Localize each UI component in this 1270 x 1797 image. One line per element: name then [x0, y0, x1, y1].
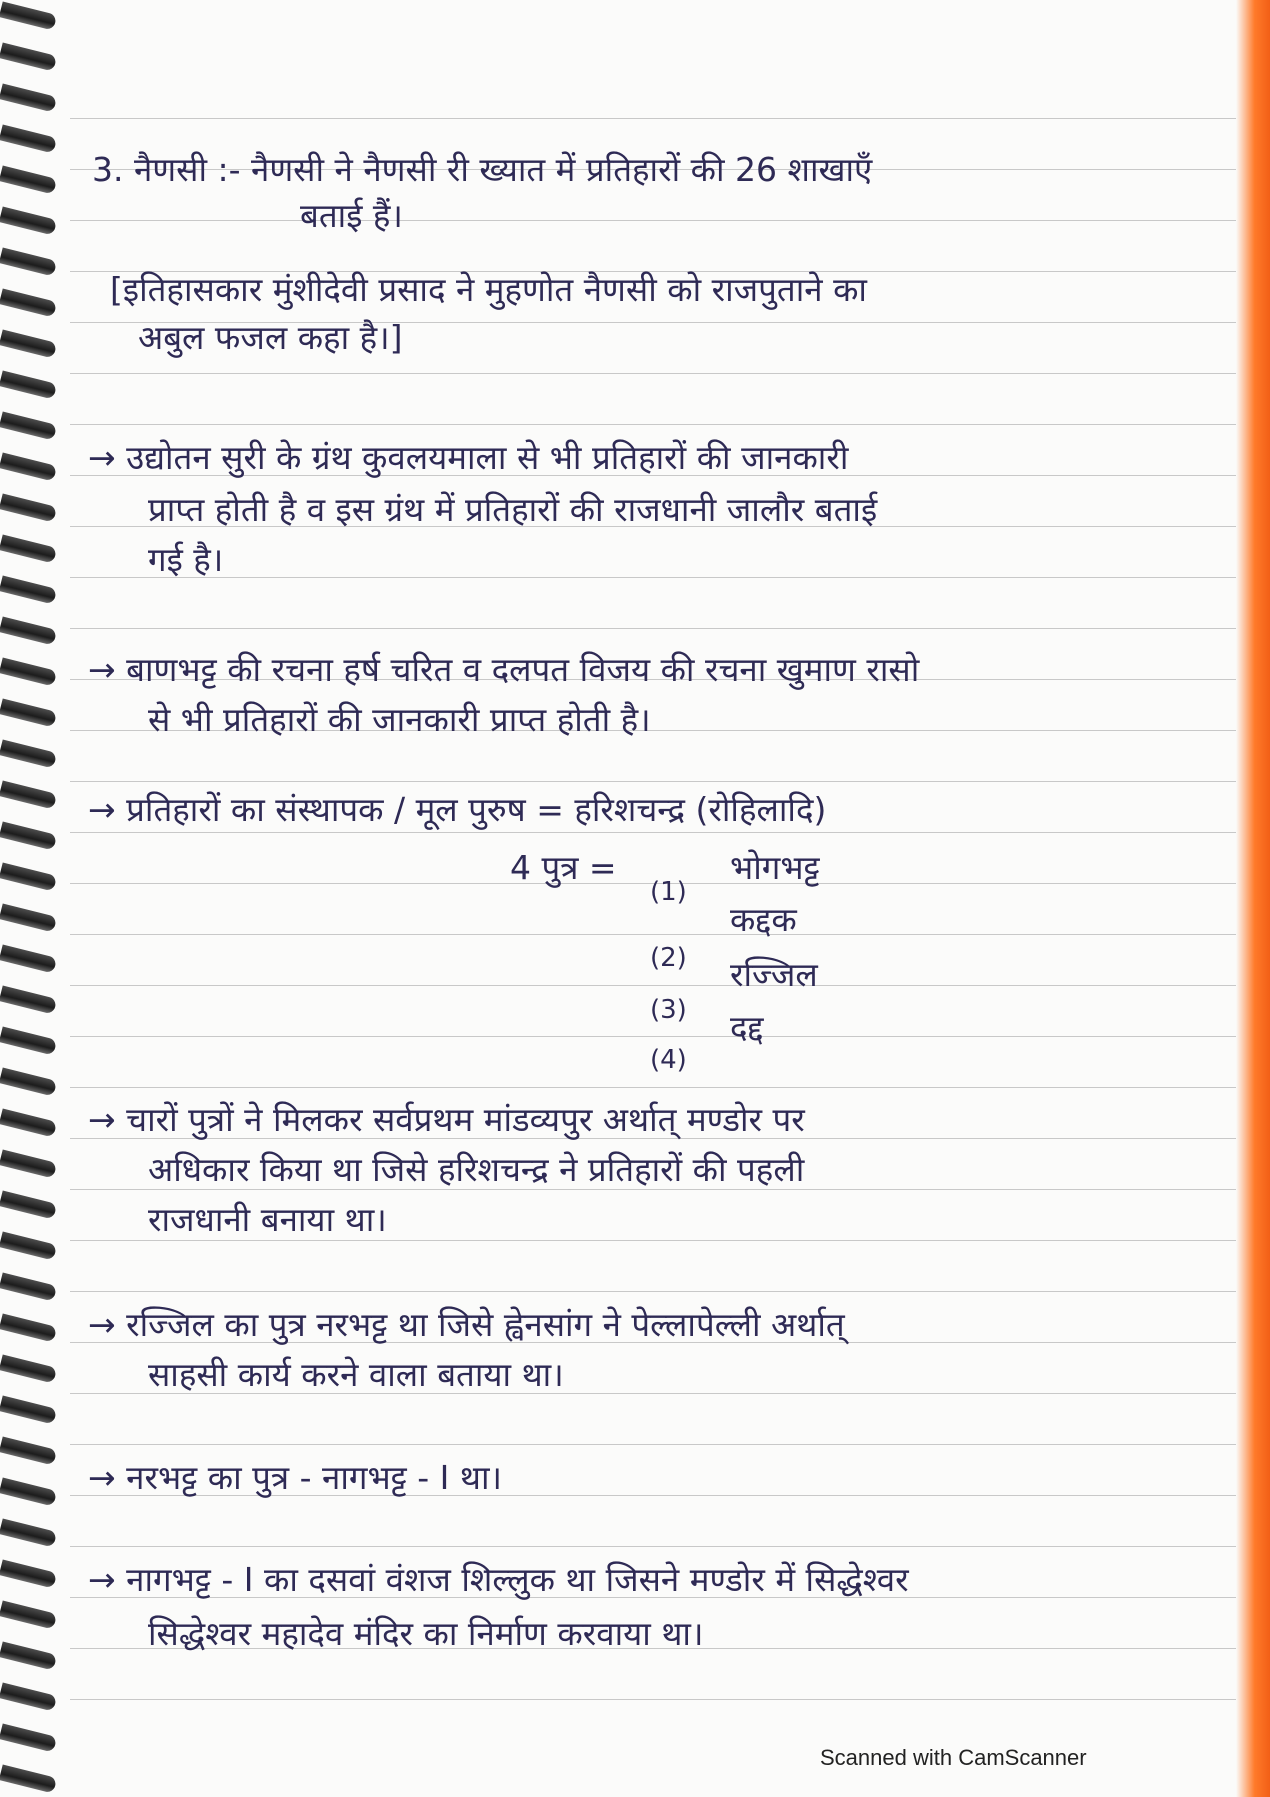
four-sons-line-3: राजधानी बनाया था। — [148, 1200, 387, 1239]
banabhatt-line-1: → बाणभट्ट की रचना हर्ष चरित व दलपत विजय की रचना खुमाण रासो — [88, 650, 920, 689]
bracket-note-line-1: [इतिहासकार मुंशीदेवी प्रसाद ने मुहणोत नैणसी को राजपुताने का — [110, 270, 867, 309]
spiral-ring — [0, 1477, 57, 1506]
narbhatt-line: → नरभट्ट का पुत्र - नागभट्ट - I था। — [88, 1458, 503, 1497]
founder-line: → प्रतिहारों का संस्थापक / मूल पुरुष = हरिशचन्द्र (रोहिलादि) — [88, 790, 827, 829]
naynsi-line-2: बताई हैं। — [300, 196, 403, 235]
spiral-ring — [0, 1600, 57, 1629]
ruled-line — [70, 1036, 1236, 1037]
son-number: (1) — [650, 877, 687, 907]
spiral-ring — [0, 124, 57, 153]
ruled-line — [70, 220, 1236, 221]
spiral-ring — [0, 206, 57, 235]
son-number: (2) — [650, 943, 687, 973]
spiral-ring — [0, 780, 57, 809]
ruled-line — [70, 424, 1236, 425]
son-name: रज्जिल — [730, 955, 818, 994]
sons-label: 4 पुत्र = — [510, 848, 617, 887]
camscanner-watermark: Scanned with CamScanner — [820, 1745, 1087, 1770]
ruled-line — [70, 1699, 1236, 1700]
shiluk-line-1: → नागभट्ट - I का दसवां वंशज शिल्लुक था जिसने मण्डोर में सिद्धेश्वर — [88, 1560, 909, 1599]
spiral-ring — [0, 862, 57, 891]
spiral-ring — [0, 1272, 57, 1301]
spiral-binding — [0, 0, 70, 1797]
bracket-note-line-2: अबुल फजल कहा है।] — [138, 318, 403, 357]
spiral-ring — [0, 1026, 57, 1055]
spiral-ring — [0, 1764, 57, 1793]
son-number: (4) — [650, 1045, 687, 1075]
spiral-ring — [0, 657, 57, 686]
spiral-ring — [0, 1, 57, 30]
son-name: दद्द — [730, 1008, 764, 1047]
spiral-ring — [0, 1559, 57, 1588]
spiral-ring — [0, 1108, 57, 1137]
ruled-line — [70, 985, 1236, 986]
banabhatt-line-2: से भी प्रतिहारों की जानकारी प्राप्त होती है। — [148, 700, 651, 739]
spiral-ring — [0, 1436, 57, 1465]
four-sons-line-1: → चारों पुत्रों ने मिलकर सर्वप्रथम मांडव्यपुर अर्थात् मण्डोर पर — [88, 1100, 805, 1139]
udyotan-line-1: → उद्योतन सुरी के ग्रंथ कुवलयमाला से भी प्रतिहारों की जानकारी — [88, 438, 849, 477]
spiral-ring — [0, 821, 57, 850]
ruled-line — [70, 577, 1236, 578]
spiral-ring — [0, 739, 57, 768]
spiral-ring — [0, 42, 57, 71]
ruled-line — [70, 1444, 1236, 1445]
son-number: (3) — [650, 995, 687, 1025]
orange-page-edge — [1236, 0, 1270, 1797]
ruled-line — [70, 1291, 1236, 1292]
spiral-ring — [0, 1231, 57, 1260]
naynsi-line-1: 3. नैणसी :- नैणसी ने नैणसी री ख्यात में प्रतिहारों की 26 शाखाएँ — [92, 150, 873, 189]
spiral-ring — [0, 575, 57, 604]
ruled-line — [70, 1240, 1236, 1241]
ruled-line — [70, 1546, 1236, 1547]
spiral-ring — [0, 1723, 57, 1752]
ruled-line — [70, 934, 1236, 935]
spiral-ring — [0, 534, 57, 563]
spiral-ring — [0, 1313, 57, 1342]
spiral-ring — [0, 1682, 57, 1711]
spiral-ring — [0, 288, 57, 317]
spiral-ring — [0, 247, 57, 276]
udyotan-line-3: गई है। — [148, 540, 224, 579]
spiral-ring — [0, 1518, 57, 1547]
ruled-line — [70, 628, 1236, 629]
spiral-ring — [0, 1354, 57, 1383]
shiluk-line-2: सिद्धेश्वर महादेव मंदिर का निर्माण करवाया था। — [148, 1614, 704, 1653]
ruled-line — [70, 118, 1236, 119]
spiral-ring — [0, 329, 57, 358]
spiral-ring — [0, 698, 57, 727]
spiral-ring — [0, 985, 57, 1014]
spiral-ring — [0, 616, 57, 645]
spiral-ring — [0, 370, 57, 399]
udyotan-line-2: प्राप्त होती है व इस ग्रंथ में प्रतिहारों की राजधानी जालौर बताई — [148, 490, 878, 529]
spiral-ring — [0, 1395, 57, 1424]
spiral-ring — [0, 1190, 57, 1219]
son-name: भोगभट्ट — [730, 848, 820, 887]
four-sons-line-2: अधिकार किया था जिसे हरिशचन्द्र ने प्रतिहारों की पहली — [148, 1150, 805, 1189]
rajjil-line-2: साहसी कार्य करने वाला बताया था। — [148, 1355, 564, 1394]
spiral-ring — [0, 903, 57, 932]
spiral-ring — [0, 452, 57, 481]
spiral-ring — [0, 1149, 57, 1178]
spiral-ring — [0, 1067, 57, 1096]
rajjil-line-1: → रज्जिल का पुत्र नरभट्ट था जिसे ह्वेनसांग ने पेल्लापेल्ली अर्थात् — [88, 1305, 845, 1344]
spiral-ring — [0, 493, 57, 522]
spiral-ring — [0, 411, 57, 440]
spiral-ring — [0, 1641, 57, 1670]
ruled-line — [70, 373, 1236, 374]
spiral-ring — [0, 83, 57, 112]
ruled-line — [70, 1087, 1236, 1088]
son-name: कद्दक — [730, 900, 797, 939]
ruled-line — [70, 781, 1236, 782]
spiral-ring — [0, 165, 57, 194]
spiral-ring — [0, 944, 57, 973]
ruled-line — [70, 832, 1236, 833]
